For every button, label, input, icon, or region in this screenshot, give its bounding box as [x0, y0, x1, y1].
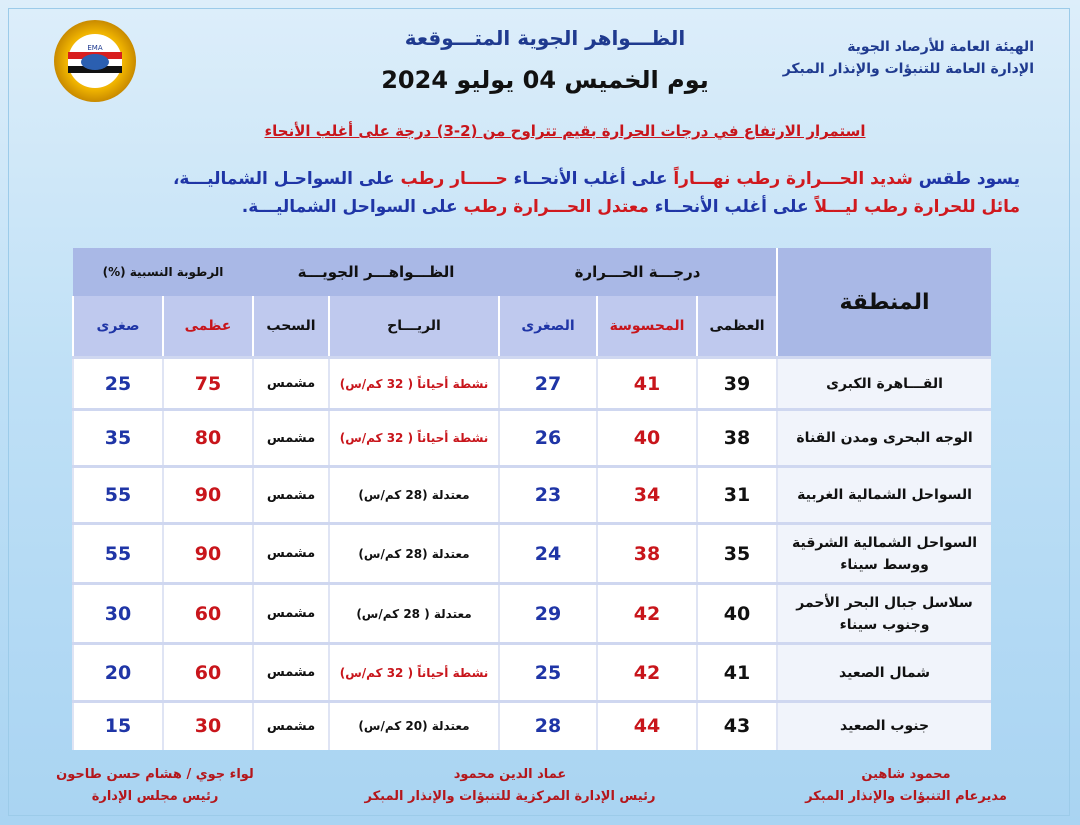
humidity-min-cell: 35	[73, 410, 163, 467]
max-temp-header: العظمى	[697, 296, 777, 358]
humidity-min-cell: 30	[73, 584, 163, 644]
humidity-min-cell: 15	[73, 702, 163, 750]
max-temp-cell: 39	[697, 358, 777, 410]
humidity-max-header: عظمى	[163, 296, 253, 358]
signatory-title: رئيس مجلس الإدارة	[91, 789, 219, 804]
region-cell: السواحل الشمالية الغربية	[777, 467, 991, 524]
signature-chairman	[30, 764, 280, 808]
feels-like-cell: 44	[597, 702, 697, 750]
feels-like-cell: 38	[597, 524, 697, 584]
clouds-cell: مشمس	[253, 702, 329, 750]
min-temp-cell: 27	[499, 358, 597, 410]
wind-cell: نشطة أحياناً ( 32 كم/س)	[329, 358, 499, 410]
table-row	[73, 644, 991, 702]
min-temp-cell: 23	[499, 467, 597, 524]
signatory-name: محمود شاهين	[861, 767, 951, 782]
forecast-table	[72, 248, 991, 750]
clouds-cell: مشمس	[253, 410, 329, 467]
wind-header: الريـــاح	[329, 296, 499, 358]
temperature-group-header: درجـــة الحـــرارة	[499, 248, 777, 296]
feels-like-cell: 42	[597, 644, 697, 702]
feels-like-cell: 42	[597, 584, 697, 644]
weather-summary	[60, 165, 1020, 221]
clouds-cell: مشمس	[253, 358, 329, 410]
signatory-title: مديرعام التنبؤات والإنذار المبكر	[805, 789, 1007, 804]
humidity-max-cell: 30	[163, 702, 253, 750]
signatory-name: لواء جوي / هشام حسن طاحون	[56, 767, 254, 782]
svg-text:EMA: EMA	[87, 44, 103, 52]
page-title: الظـــواهر الجوية المتـــوقعة	[404, 26, 686, 50]
max-temp-cell: 40	[697, 584, 777, 644]
humidity-max-cell: 75	[163, 358, 253, 410]
humidity-max-cell: 80	[163, 410, 253, 467]
feels-like-cell: 40	[597, 410, 697, 467]
clouds-cell: مشمس	[253, 644, 329, 702]
region-cell: شمال الصعيد	[777, 644, 991, 702]
org-name: الهيئة العامة للأرصاد الجوية	[847, 39, 1034, 55]
clouds-header: السحب	[253, 296, 329, 358]
humidity-min-cell: 20	[73, 644, 163, 702]
org-department: الإدارة العامة للتنبؤات والإنذار المبكر	[782, 61, 1034, 77]
region-cell: القـــاهرة الكبرى	[777, 358, 991, 410]
organization-header	[783, 36, 1034, 80]
table-row	[73, 584, 991, 644]
humidity-max-cell: 90	[163, 467, 253, 524]
table-header-row-1	[73, 248, 991, 296]
clouds-cell: مشمس	[253, 524, 329, 584]
region-column-header: المنطقة	[777, 248, 991, 358]
min-temp-header: الصغرى	[499, 296, 597, 358]
signature-central-director	[340, 764, 680, 808]
clouds-cell: مشمس	[253, 467, 329, 524]
table-row	[73, 524, 991, 584]
table-row	[73, 467, 991, 524]
min-temp-cell: 28	[499, 702, 597, 750]
humidity-max-cell: 60	[163, 584, 253, 644]
region-cell: الوجه البحرى ومدن القناة	[777, 410, 991, 467]
ema-logo-icon	[52, 18, 138, 104]
wind-cell: نشطة أحياناً ( 32 كم/س)	[329, 410, 499, 467]
max-temp-cell: 43	[697, 702, 777, 750]
wind-cell: معتدلة (28 كم/س)	[329, 524, 499, 584]
wind-cell: نشطة أحياناً ( 32 كم/س)	[329, 644, 499, 702]
max-temp-cell: 38	[697, 410, 777, 467]
signatory-name: عماد الدين محمود	[453, 767, 567, 782]
summary-line-2: مائل للحرارة رطب ليـــلاً على أغلب الأنحــاء معتدل الحـــرارة رطب على السواحل الشماليـــة.	[241, 197, 1020, 217]
min-temp-cell: 24	[499, 524, 597, 584]
humidity-min-header: صغرى	[73, 296, 163, 358]
min-temp-cell: 26	[499, 410, 597, 467]
humidity-min-cell: 55	[73, 524, 163, 584]
feels-like-cell: 41	[597, 358, 697, 410]
humidity-max-cell: 60	[163, 644, 253, 702]
wind-cell: معتدلة ( 28 كم/س)	[329, 584, 499, 644]
signature-forecast-director	[776, 764, 1036, 808]
phenomena-group-header: الظـــواهـــر الجويـــة	[253, 248, 499, 296]
wind-cell: معتدلة (28 كم/س)	[329, 467, 499, 524]
humidity-min-cell: 55	[73, 467, 163, 524]
humidity-min-cell: 25	[73, 358, 163, 410]
summary-line-1: يسود طقس شديد الحـــرارة رطب نهـــاراً على أغلب الأنحــاء حـــــار رطب على السواحـل الشماليـــة،	[172, 169, 1020, 189]
humidity-group-header: الرطوبة النسبية (%)	[73, 248, 253, 296]
max-temp-cell: 35	[697, 524, 777, 584]
min-temp-cell: 29	[499, 584, 597, 644]
min-temp-cell: 25	[499, 644, 597, 702]
humidity-max-cell: 90	[163, 524, 253, 584]
table-row	[73, 702, 991, 750]
forecast-date: يوم الخميس 04 يوليو 2024	[381, 66, 709, 94]
max-temp-cell: 31	[697, 467, 777, 524]
signatory-title: رئيس الإدارة المركزية للتنبؤات والإنذار المبكر	[364, 789, 656, 804]
region-cell: سلاسل جبال البحر الأحمر وجنوب سيناء	[777, 584, 991, 644]
region-cell: جنوب الصعيد	[777, 702, 991, 750]
wind-cell: معتدلة (20 كم/س)	[329, 702, 499, 750]
region-cell: السواحل الشمالية الشرقية ووسط سيناء	[777, 524, 991, 584]
max-temp-cell: 41	[697, 644, 777, 702]
table-row	[73, 358, 991, 410]
temperature-alert: استمرار الارتفاع في درجات الحرارة بقيم تتراوح من (2-3) درجة على أغلب الأنحاء	[264, 122, 866, 140]
table-row	[73, 410, 991, 467]
clouds-cell: مشمس	[253, 584, 329, 644]
feels-like-cell: 34	[597, 467, 697, 524]
feels-like-header: المحسوسة	[597, 296, 697, 358]
